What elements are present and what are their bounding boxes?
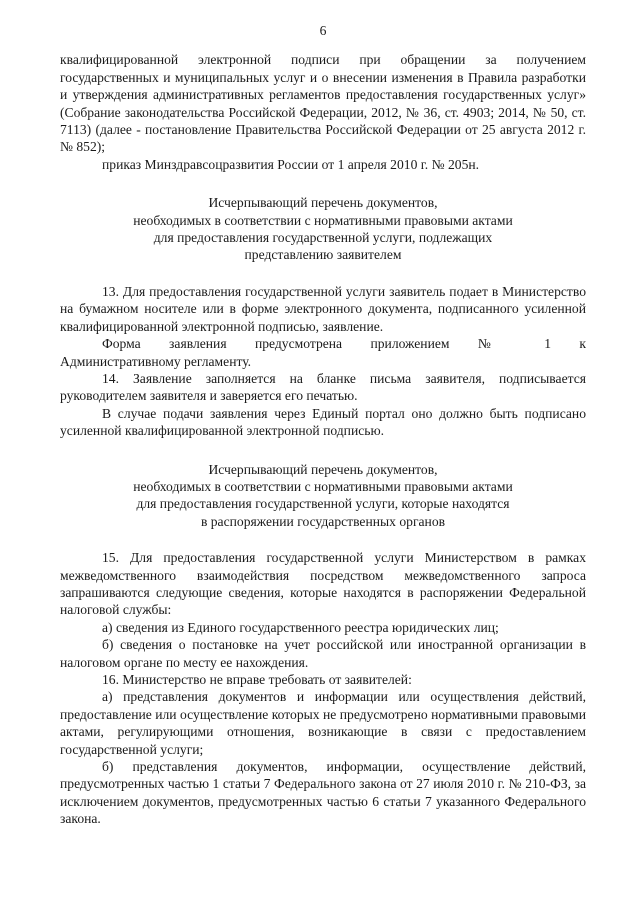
heading-line: для предоставления государственной услуги, которые находятся <box>136 496 510 512</box>
paragraph-15a: а) сведения из Единого государственного реестра юридических лиц; <box>102 619 499 635</box>
document-page <box>60 22 586 828</box>
paragraph-15: 15. Для предоставления государственной услуги Министерством в рамках межведомственного взаимодействия посредством межведомственного запроса запрашиваются следующие сведения, которые находятся в распоряжении Федеральной налоговой службы: <box>60 550 586 618</box>
heading-line: необходимых в соответствии с нормативными правовыми актами <box>133 478 513 494</box>
paragraph-16b: б) представления документов, информации, осуществление действий, предусмотренных частью 1 статьи 7 Федерального закона от 27 июля 2010 г. № 210-ФЗ, за исключением документов, предусмотренных частью 6 статьи 7 указанного Федерального закона. <box>60 759 586 827</box>
paragraph-14: 14. Заявление заполняется на бланке письма заявителя, подписывается руководителем заявителя и заверяется его печатью. <box>60 370 586 404</box>
paragraph-form-line-end: Административному регламенту. <box>60 353 252 369</box>
heading-line: в распоряжении государственных органов <box>200 513 446 529</box>
paragraph-16a: а) представления документов и информации или осуществления действий, предоставление или осуществление которых не предусмотрено нормативными правовыми актами, регулирующими отношения, возникающие в связи с предоставлением государственной услуги; <box>60 689 586 757</box>
paragraph-continued: квалифицированной электронной подписи при обращении за получением государственных и муниципальных услуг и о внесении изменения в Правила разработки и утверждения административных регламентов предоставления государственных услуг» (Собрание законодательства Российской Федерации, 2012, № 36, ст. 4903; 2014, № 50, ст. 7113) (далее - постановление Правительства Российской Федерации от 25 августа 2012 г. № 852); <box>60 52 586 155</box>
heading-line: Исчерпывающий перечень документов, <box>208 195 438 211</box>
heading-line: необходимых в соответствии с нормативными правовыми актами <box>133 212 513 228</box>
paragraph-16: 16. Министерство не вправе требовать от заявителей: <box>102 672 412 687</box>
paragraph-order: приказ Минздравсоцразвития России от 1 апреля 2010 г. № 205н. <box>102 156 480 172</box>
section-heading-government-documents <box>60 461 586 531</box>
heading-line: для предоставления государственной услуги, подлежащих <box>153 230 493 246</box>
heading-line: Исчерпывающий перечень документов, <box>208 461 438 477</box>
heading-line: представлению заявителем <box>244 247 402 263</box>
page-number: 6 <box>319 23 327 38</box>
paragraph-portal: В случае подачи заявления через Единый портал оно должно быть подписано усиленной квалифицированной электронной подписью. <box>60 405 586 439</box>
section-heading-applicant-documents <box>60 194 586 264</box>
paragraph-form-line: Форма заявления предусмотрена приложением № 1 к <box>102 336 586 352</box>
paragraph-15b: б) сведения о постановке на учет российской или иностранной организации в налоговом органе по месту ее нахождения. <box>60 637 586 670</box>
paragraph-13: 13. Для предоставления государственной услуги заявитель подает в Министерство на бумажном носителе или в форме электронного документа, подписанного усиленной квалифицированной электронной подписью, заявление. <box>60 283 586 334</box>
